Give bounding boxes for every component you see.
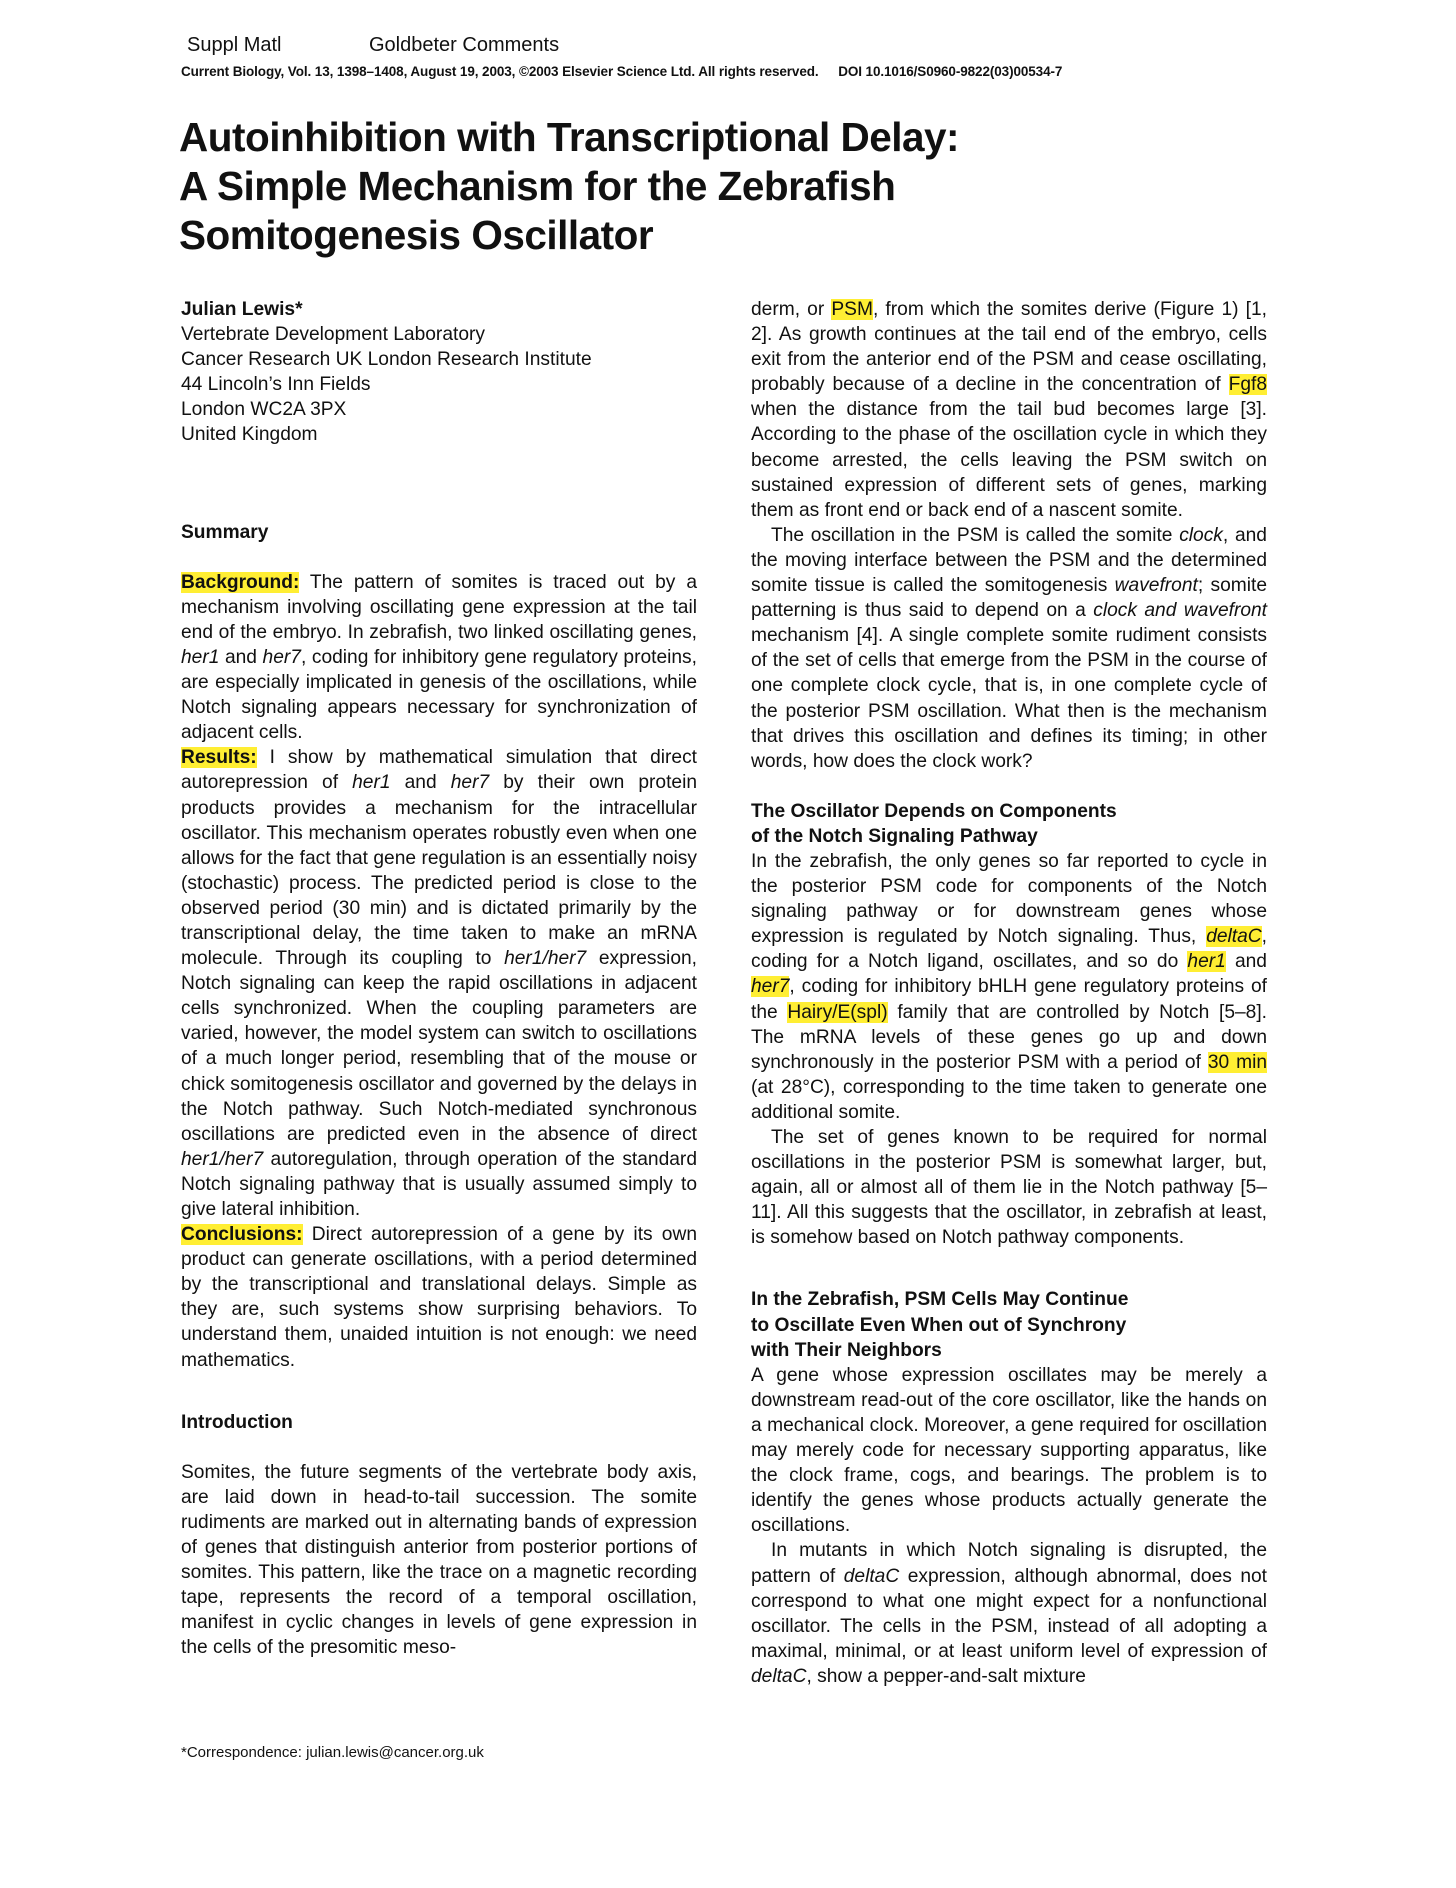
summary-background: Background: The pattern of somites is traced out by a mechanism involving oscillating gene expression at the tail end of the embryo. In zebrafish, two linked oscillating genes, her1 and her7, coding for inhibitory gene regulatory proteins, are especially implicated in genesis of the oscillations, while Notch signaling appears necessary for synchronization of adjacent cells. (181, 571, 697, 744)
background-label: Background: (181, 571, 300, 593)
left-column (181, 297, 697, 1661)
introduction-paragraph: Somites, the future segments of the vertebrate body axis, are laid down in head-to-tail succession. The somite rudiments are marked out in alternating bands of expression of genes that distinguish anterior from posterior portions of somites. This pattern, like the trace on a magnetic recording tape, represents the record of a temporal oscillation, manifest in cyclic changes in levels of gene expression in the cells of the presomitic meso- (181, 1461, 697, 1659)
highlight-her7: her7 (751, 976, 790, 998)
running-header (187, 34, 560, 57)
affiliation-line: 44 Lincoln’s Inn Fields (181, 374, 371, 396)
title-line-3: Somitogenesis Oscillator (179, 212, 654, 258)
body-paragraph: derm, or PSM, from which the somites derive (Figure 1) [1, 2]. As growth continues at the tail end of the embryo, cells exit from the anterior end of the PSM and cease oscillating, probably because of a decline in the concentration of Fgf8 when the distance from the tail bud becomes large [3]. According to the phase of the oscillation cycle in which they become arrested, the cells leaving the PSM switch on sustained expression of different sets of genes, marking them as front end or back end of a nascent somite. (751, 299, 1267, 521)
results-label: Results: (181, 747, 257, 769)
title-line-2: A Simple Mechanism for the Zebrafish (179, 163, 896, 209)
doi: DOI 10.1016/S0960-9822(03)00534-7 (838, 64, 1063, 79)
author-name: Julian Lewis* (181, 299, 303, 320)
affiliation-line: Cancer Research UK London Research Institute (181, 349, 592, 371)
correspondence-footnote: *Correspondence: julian.lewis@cancer.org.uk (181, 1744, 484, 1761)
highlight-psm: PSM (831, 299, 873, 320)
body-paragraph: The set of genes known to be required for normal oscillations in the posterior PSM is somewhat larger, but, again, all or almost all of them lie in the Notch pathway [5–11]. All this suggests that the oscillator, in zebrafish at least, is somehow based on Notch pathway components. (751, 1127, 1267, 1249)
highlight-her1: her1 (1187, 951, 1226, 973)
highlight-30min: 30 min (1207, 1051, 1267, 1073)
conclusions-label: Conclusions: (181, 1224, 303, 1246)
title-line-1: Autoinhibition with Transcriptional Delay: (179, 114, 960, 160)
summary-conclusions: Conclusions: Direct autorepression of a gene by its own product can generate oscillations, with a period determined by the transcriptional and translational delays. Simple as they are, such systems show surprising behaviors. To understand them, unaided intuition is not enough: we need mathematics. (181, 1224, 697, 1371)
author-block (181, 297, 697, 448)
highlight-fgf8: Fgf8 (1228, 374, 1267, 396)
paper-title (179, 113, 1229, 260)
summary-results: Results: I show by mathematical simulation that direct autorepression of her1 and her7 by their own protein products provides a mechanism for the intracellular oscillator. This mechanism operates robustly even when one allows for the fact that gene regulation is an essentially noisy (stochastic) process. The predicted period is close to the observed period (30 min) and is dictated primarily by the transcriptional delay, the time taken to make an mRNA molecule. Through its coupling to her1/her7 expression, Notch signaling can keep the rapid oscillations in adjacent cells synchronized. When the coupling parameters are varied, however, the model system can switch to oscillations of a much longer period, resembling that of the mouse or chick somitogenesis oscillator and governed by the delays in the Notch pathway. Such Notch-mediated synchronous oscillations are predicted even in the absence of direct her1/her7 autoregulation, through operation of the standard Notch signaling pathway that is usually assumed simply to give lateral inhibition. (181, 747, 697, 1220)
right-column (751, 297, 1267, 1689)
affiliation-line: Vertebrate Development Laboratory (181, 324, 485, 346)
summary-heading: Summary (181, 521, 269, 543)
body-paragraph: In mutants in which Notch signaling is disrupted, the pattern of deltaC expression, although abnormal, does not correspond to what one might expect for a nonfunctional oscillator. The cells in the PSM, instead of all adopting a maximal, minimal, or at least uniform level of expression of deltaC, show a pepper-and-salt mixture (751, 1540, 1268, 1687)
section-heading-zebrafish: In the Zebrafish, PSM Cells May Continue to Oscillate Even When out of Synchrony with Their Neighbors (751, 1289, 1129, 1361)
body-paragraph: In the zebrafish, the only genes so far reported to cycle in the posterior PSM code for components of the Notch signaling pathway or for downstream genes whose expression is regulated by Notch signaling. Thus, deltaC, coding for a Notch ligand, oscillates, and so do her1 and her7, coding for inhibitory bHLH gene regulatory proteins of the Hairy/E(spl) family that are controlled by Notch [5–8]. The mRNA levels of these genes go up and down synchronously in the posterior PSM with a period of 30 min (at 28°C), corresponding to the time taken to generate one additional somite. (751, 850, 1267, 1123)
highlight-deltac: deltaC (1206, 926, 1262, 948)
citation-line (181, 64, 1062, 79)
introduction-heading: Introduction (181, 1411, 293, 1433)
highlight-hairy: Hairy/E(spl) (787, 1001, 888, 1023)
body-paragraph: A gene whose expression oscillates may be merely a downstream read-out of the core oscillator, like the hands on a mechanical clock. Moreover, a gene required for oscillation may merely code for necessary supporting apparatus, like the clock frame, cogs, and bearings. The problem is to identify the genes whose products actually generate the oscillations. (751, 1364, 1267, 1537)
body-paragraph: The oscillation in the PSM is called the somite clock, and the moving interface between the PSM and the determined somite tissue is called the somitogenesis wavefront; somite patterning is thus said to depend on a clock and wavefront mechanism [4]. A single complete somite rudiment consists of the set of cells that emerge from the PSM in the course of one complete clock cycle, that is, in one complete cycle of the posterior PSM oscillation. What then is the mechanism that drives this oscillation and defines its timing; in other words, how does the clock work? (751, 524, 1268, 772)
section-heading-oscillator: The Oscillator Depends on Components of the Notch Signaling Pathway (751, 800, 1117, 847)
header-left: Suppl Matl (187, 34, 282, 56)
affiliation-line: London WC2A 3PX (181, 399, 347, 421)
header-right: Goldbeter Comments (369, 34, 560, 56)
affiliation-line: United Kingdom (181, 424, 318, 446)
citation: Current Biology, Vol. 13, 1398–1408, August 19, 2003, ©2003 Elsevier Science Ltd. All rights reserved. (181, 64, 819, 79)
